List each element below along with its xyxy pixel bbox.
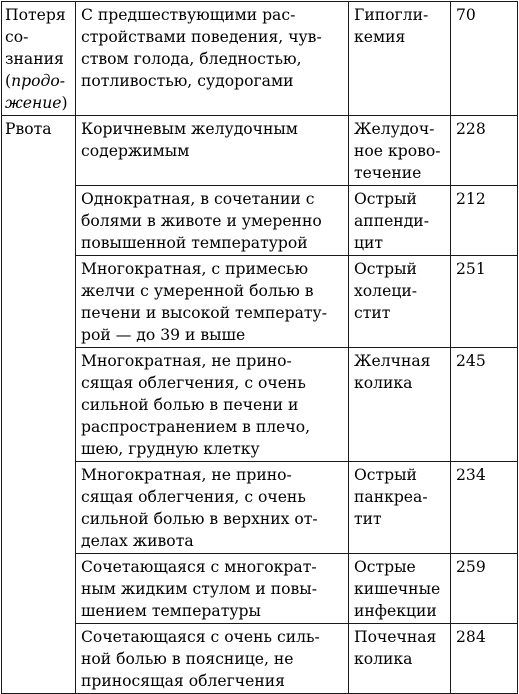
symptom-cell: Рвота	[2, 116, 76, 694]
description-cell: Однократная, в сочетании с болями в животе и умеренно повышенной температурой	[76, 186, 349, 256]
description-cell: Многократная, не прино- сящая облегчения, с очень сильной болью в верхних от- делах живота	[76, 462, 349, 554]
page-number-cell: 259	[451, 554, 518, 624]
description-cell: С предшествующими рас- стройствами поведения, чув- ством голода, бледностью, потливостью, судорогами	[76, 2, 349, 116]
page-number-cell: 245	[451, 348, 518, 462]
description-cell: Многократная, не прино- сящая облегчения, с очень сильной болью в печени и распространением в плечо, шею, грудную клетку	[76, 348, 349, 462]
page-number-cell: 228	[451, 116, 518, 186]
diagnosis-cell: Желудоч- ное крово- течение	[349, 116, 451, 186]
diagnosis-cell: Острый аппенди- цит	[349, 186, 451, 256]
symptom-table	[1, 1, 518, 694]
table-row	[2, 348, 518, 462]
table-row	[2, 2, 518, 116]
diagnosis-cell: Острые кишечные инфекции	[349, 554, 451, 624]
table-row	[2, 256, 518, 348]
diagnosis-cell: Гипогли- кемия	[349, 2, 451, 116]
page-number-cell: 251	[451, 256, 518, 348]
symptom-text: Потеря со- знания (	[5, 6, 66, 90]
symptom-cell	[2, 2, 76, 116]
description-cell: Многократная, с примесью желчи с умеренной болью в печени и высокой температу- рой — до 39 и выше	[76, 256, 349, 348]
diagnosis-cell: Желчная колика	[349, 348, 451, 462]
diagnosis-cell: Острый холеци- стит	[349, 256, 451, 348]
description-cell: Сочетающаяся с многократ- ным жидким стулом и повы- шением температуры	[76, 554, 349, 624]
description-cell: Коричневым желудочным содержимым	[76, 116, 349, 186]
symptom-tail-text: )	[61, 94, 68, 112]
page-number-cell: 212	[451, 186, 518, 256]
table-row	[2, 116, 518, 186]
page-number-cell: 234	[451, 462, 518, 554]
table-row	[2, 462, 518, 554]
table-row	[2, 624, 518, 694]
table-row	[2, 186, 518, 256]
description-cell: Сочетающаяся с очень силь- ной болью в пояснице, не приносящая облегчения	[76, 624, 349, 694]
symptom-italic-text: продо- жение	[5, 72, 66, 112]
table-row	[2, 554, 518, 624]
diagnosis-cell: Почечная колика	[349, 624, 451, 694]
diagnosis-cell: Острый панкреа- тит	[349, 462, 451, 554]
page-number-cell: 284	[451, 624, 518, 694]
page-number-cell: 70	[451, 2, 518, 116]
